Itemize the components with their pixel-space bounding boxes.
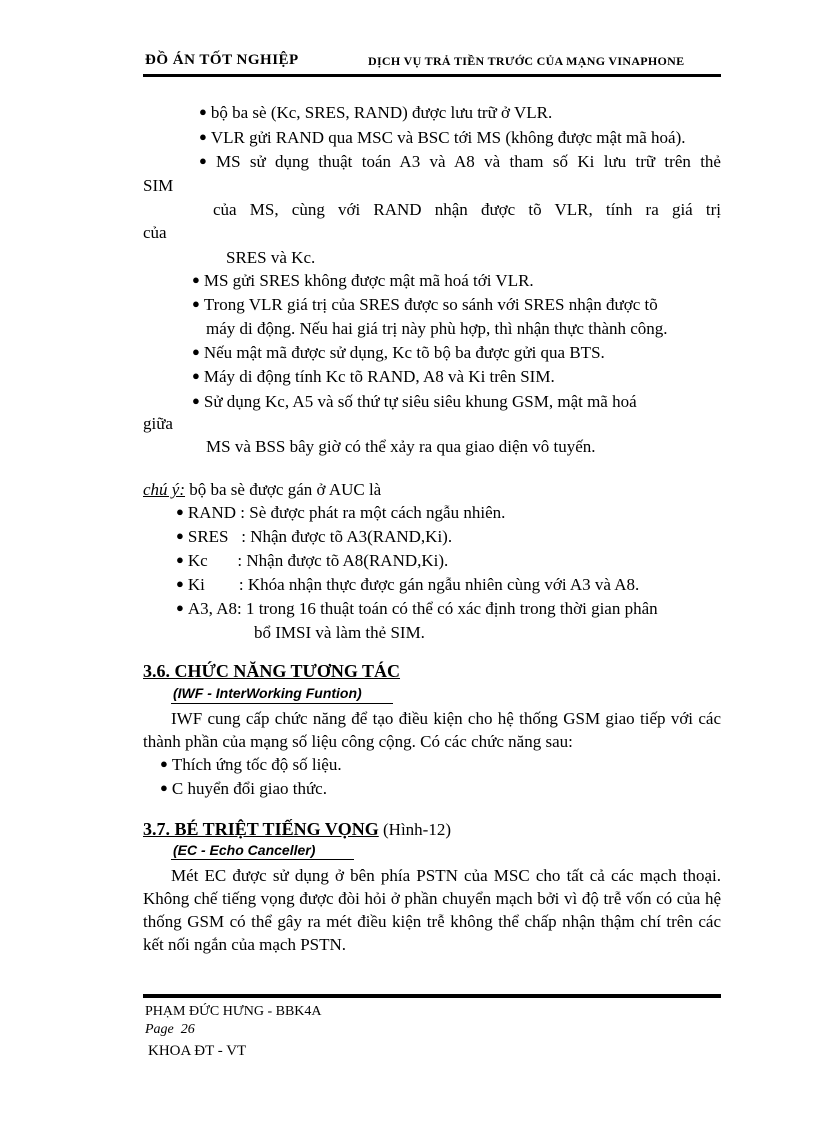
list-item-continuation: của MS, cùng với RAND nhận được tõ VLR, tính ra giá trị [213, 200, 721, 219]
section-paragraph: IWF cung cấp chức năng để tạo điều kiện cho hệ thống GSM giao tiếp với các thành phần của mạng số liệu công cộng. Có các chức năng sau: [143, 709, 721, 751]
bullet-icon: ● [176, 528, 184, 543]
list-item-continuation: bổ IMSI và làm thẻ SIM. [254, 623, 425, 642]
bullet-icon: ● [192, 272, 200, 287]
subtitle-underline [171, 703, 393, 704]
section-paragraph: Mét EC được sử dụng ở bên phía PSTN của MSC cho tất cả các mạch thoại. Không chế tiếng vọng được đòi hỏi ở phần chuyển mạch bởi vì độ trễ vốn có của hệ thống GSM có thể gây ra mét điều kiện trễ không thể chấp nhận thậm chí trên các kết nối ngắn của mạch PSTN. [143, 866, 721, 954]
bullet-icon: ● [176, 576, 184, 591]
list-item: ● Trong VLR giá trị của SRES được so sánh với SRES nhận được tõ [192, 295, 658, 314]
bullet-icon: ● [192, 368, 200, 383]
list-item: ● A3, A8: 1 trong 16 thuật toán có thể có xác định trong thời gian phân [176, 599, 658, 618]
note-intro: chú ý: bộ ba sè được gán ở AUC là [143, 480, 382, 499]
header-title-right: DỊCH VỤ TRẢ TIỀN TRƯỚC CỦA MẠNG VINAPHONE [368, 54, 685, 68]
bullet-icon: ● [192, 393, 200, 408]
list-item: ● Sử dụng Kc, A5 và số thứ tự siêu siêu khung GSM, mật mã hoá [192, 392, 637, 411]
list-item: ● MS sử dụng thuật toán A3 và A8 và tham số Ki lưu trữ trên thẻ [199, 152, 721, 171]
list-item: ● VLR gửi RAND qua MSC và BSC tới MS (không được mật mã hoá). [199, 128, 686, 147]
bullet-icon: ● [199, 153, 212, 168]
header-title-left: ĐỒ ÁN TỐT NGHIỆP [145, 52, 299, 68]
list-item-continuation: SRES và Kc. [226, 248, 316, 267]
bullet-icon: ● [199, 104, 207, 119]
bullet-icon: ● [160, 756, 168, 771]
list-item: ● Máy di động tính Kc tõ RAND, A8 và Ki trên SIM. [192, 367, 555, 386]
section-subtitle: (IWF - InterWorking Funtion) [173, 685, 362, 701]
list-item: ● MS gửi SRES không được mật mã hoá tới VLR. [192, 271, 534, 290]
footer-rule [143, 994, 721, 998]
bullet-icon: ● [176, 552, 184, 567]
wrapped-text: SIM [143, 176, 174, 195]
list-item: ● Ki : Khóa nhận thực được gán ngẫu nhiên cùng với A3 và A8. [176, 575, 640, 594]
list-item: ● Kc : Nhận được tõ A8(RAND,Ki). [176, 551, 449, 570]
section-heading: 3.6. CHỨC NĂNG TƯƠNG TÁC [143, 661, 401, 681]
footer-page-number: Page 26 [145, 1022, 195, 1037]
bullet-icon: ● [160, 780, 168, 795]
bullet-icon: ● [199, 129, 207, 144]
list-item: ● C huyển đổi giao thức. [160, 779, 327, 798]
list-item-continuation: MS và BSS bây giờ có thể xảy ra qua giao diện vô tuyến. [206, 437, 596, 456]
subtitle-underline [171, 859, 354, 860]
list-item: ● Nếu mật mã được sử dụng, Kc tõ bộ ba được gửi qua BTS. [192, 343, 605, 362]
note-label: chú ý: [143, 480, 186, 499]
list-item: ● SRES : Nhận được tõ A3(RAND,Ki). [176, 527, 453, 546]
bullet-icon: ● [192, 296, 200, 311]
footer-author: PHẠM ĐỨC HƯNG - BBK4A [145, 1004, 322, 1019]
wrapped-text: của [143, 223, 167, 242]
wrapped-text: giữa [143, 414, 173, 433]
list-item-continuation: máy di động. Nếu hai giá trị này phù hợp, thì nhận thực thành công. [206, 319, 668, 338]
section-subtitle: (EC - Echo Canceller) [173, 842, 316, 858]
list-item: ● RAND : Sè được phát ra một cách ngẫu nhiên. [176, 503, 506, 522]
list-item: ● bộ ba sè (Kc, SRES, RAND) được lưu trữ ở VLR. [199, 103, 553, 122]
bullet-icon: ● [176, 504, 184, 519]
bullet-icon: ● [192, 344, 200, 359]
footer-department: KHOA ĐT - VT [148, 1043, 247, 1059]
bullet-icon: ● [176, 600, 184, 615]
section-heading-37: 3.7. BÉ TRIỆT TIẾNG VỌNG (Hình-12) [143, 819, 451, 839]
header-rule [143, 74, 721, 77]
list-item: ● Thích ứng tốc độ số liệu. [160, 755, 342, 774]
